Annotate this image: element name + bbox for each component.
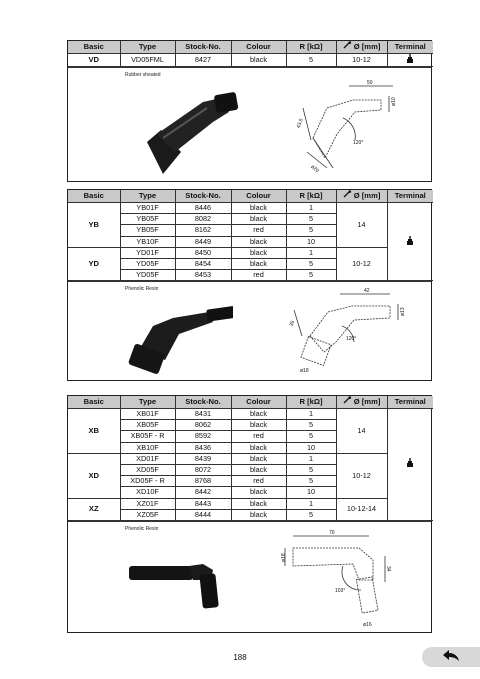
colour-cell: black (231, 487, 286, 498)
product-block-xb-xd-xz (67, 395, 432, 633)
col-stock: Stock-No. (175, 41, 231, 54)
diameter-cell: 14 (336, 203, 387, 248)
type-cell: YD05F (120, 259, 175, 270)
resistance-cell: 5 (286, 259, 336, 270)
stock-cell: 8768 (175, 476, 231, 487)
colour-cell: black (231, 453, 286, 464)
colour-cell: black (231, 465, 286, 476)
spark-plug-cap-photo (123, 294, 233, 374)
col-resistance: R [kΩ] (286, 41, 336, 54)
resistance-cell: 5 (286, 54, 336, 67)
col-type: Type (120, 396, 175, 409)
type-cell: YB05F (120, 225, 175, 236)
product-illustration-xb-xd-xz (68, 521, 431, 630)
colour-cell: black (231, 259, 286, 270)
type-cell: XB10F (120, 442, 175, 453)
col-diameter: Ø [mm] (336, 396, 387, 409)
stock-cell: 8162 (175, 225, 231, 236)
stock-cell: 8453 (175, 270, 231, 281)
resistance-cell: 5 (286, 509, 336, 520)
product-block-yb-yd (67, 189, 432, 381)
colour-cell: black (231, 247, 286, 258)
dim-b: ø18 (281, 553, 287, 563)
resistance-cell: 10 (286, 442, 336, 453)
basic-cell: XZ (68, 498, 120, 520)
terminal-cell (387, 203, 433, 281)
dim-e: ø10 (391, 97, 397, 107)
colour-cell: black (231, 236, 286, 247)
product-illustration-vd (68, 67, 431, 186)
wrench-icon (343, 190, 352, 202)
type-cell: XB01F (120, 409, 175, 420)
colour-cell: black (231, 203, 286, 214)
stock-cell: 8446 (175, 203, 231, 214)
resistance-cell: 1 (286, 203, 336, 214)
basic-cell: YB (68, 203, 120, 248)
stock-cell: 8449 (175, 236, 231, 247)
spark-plug-cap-photo (123, 82, 243, 182)
dim-b: 35 (288, 320, 297, 328)
resistance-cell: 5 (286, 214, 336, 225)
dim-c: 120° (346, 336, 357, 343)
resistance-cell: 10 (286, 236, 336, 247)
stock-cell: 8592 (175, 431, 231, 442)
diameter-cell: 10-12 (336, 247, 387, 281)
spark-plug-cap-photo (123, 540, 233, 620)
table-row (68, 247, 433, 258)
page-number: 188 (233, 653, 247, 662)
col-colour: Colour (231, 396, 286, 409)
stock-cell: 8431 (175, 409, 231, 420)
dim-a: 50 (367, 80, 373, 87)
colour-cell: black (231, 409, 286, 420)
stock-cell: 8443 (175, 498, 231, 509)
colour-cell: black (231, 442, 286, 453)
col-basic: Basic (68, 41, 120, 54)
stock-cell: 8454 (175, 259, 231, 270)
dim-d: 103° (335, 588, 346, 595)
table-row (68, 453, 433, 464)
col-resistance: R [kΩ] (286, 396, 336, 409)
stock-cell: 8444 (175, 509, 231, 520)
col-resistance: R [kΩ] (286, 190, 336, 203)
stock-cell: 8450 (175, 247, 231, 258)
stock-cell: 8436 (175, 442, 231, 453)
type-cell: YB01F (120, 203, 175, 214)
colour-cell: red (231, 225, 286, 236)
colour-cell: black (231, 420, 286, 431)
stock-cell: 8062 (175, 420, 231, 431)
spec-table-vd (68, 41, 433, 67)
col-terminal: Terminal (387, 190, 433, 203)
table-row (68, 203, 433, 214)
dim-a: 42 (364, 288, 370, 295)
terminal-icon (407, 54, 413, 66)
col-diameter: Ø [mm] (336, 190, 387, 203)
table-row (68, 54, 433, 67)
basic-cell: XB (68, 409, 120, 454)
resistance-cell: 5 (286, 270, 336, 281)
wrench-icon (343, 396, 352, 408)
resistance-cell: 5 (286, 431, 336, 442)
table-header (68, 41, 433, 54)
dimension-drawing-xb-xd-xz (273, 526, 403, 630)
col-stock: Stock-No. (175, 190, 231, 203)
dim-c: 34 (385, 566, 391, 572)
col-stock: Stock-No. (175, 396, 231, 409)
back-arrow-icon (442, 648, 460, 666)
table-row (68, 498, 433, 509)
dim-a: 70 (329, 530, 335, 537)
col-terminal: Terminal (387, 396, 433, 409)
col-basic: Basic (68, 396, 120, 409)
resistance-cell: 5 (286, 420, 336, 431)
diameter-cell: 10-12 (336, 453, 387, 498)
colour-cell: black (231, 54, 286, 67)
dim-d: ø20 (309, 164, 320, 175)
spec-table-yb-yd (68, 190, 433, 281)
table-header (68, 190, 433, 203)
colour-cell: black (231, 214, 286, 225)
type-cell: YD01F (120, 247, 175, 258)
colour-cell: red (231, 431, 286, 442)
diameter-cell: 14 (336, 409, 387, 454)
basic-cell: XD (68, 453, 120, 498)
resistance-cell: 10 (286, 487, 336, 498)
resistance-cell: 5 (286, 465, 336, 476)
product-illustration-yb-yd (68, 281, 431, 380)
stock-cell: 8442 (175, 487, 231, 498)
type-cell: XD01F (120, 453, 175, 464)
basic-cell: VD (68, 54, 120, 67)
diameter-cell: 10-12 (336, 54, 387, 67)
stock-cell: 8082 (175, 214, 231, 225)
colour-cell: black (231, 509, 286, 520)
material-note: Rubber sheated (125, 72, 161, 79)
stock-cell: 8439 (175, 453, 231, 464)
terminal-cell (387, 409, 433, 521)
dim-e: ø16 (363, 622, 372, 629)
terminal-cell (387, 54, 433, 67)
diameter-cell: 10-12-14 (336, 498, 387, 520)
type-cell: YB10F (120, 236, 175, 247)
dim-c: 120° (353, 140, 364, 147)
colour-cell: black (231, 498, 286, 509)
stock-cell: 8072 (175, 465, 231, 476)
col-basic: Basic (68, 190, 120, 203)
spec-table-xb-xd-xz (68, 396, 433, 521)
resistance-cell: 5 (286, 476, 336, 487)
col-colour: Colour (231, 190, 286, 203)
table-row (68, 409, 433, 420)
type-cell: YB05F (120, 214, 175, 225)
dimension-drawing-yb-yd (280, 286, 420, 376)
material-note: Phenolic Resin (125, 526, 159, 533)
type-cell: XD05F - R (120, 476, 175, 487)
dim-d: ø18 (300, 368, 309, 375)
resistance-cell: 1 (286, 247, 336, 258)
table-header (68, 396, 433, 409)
terminal-icon (407, 236, 413, 248)
wrench-icon (343, 41, 352, 53)
type-cell: VD05FML (120, 54, 175, 67)
resistance-cell: 5 (286, 225, 336, 236)
type-cell: XB05F - R (120, 431, 175, 442)
resistance-cell: 1 (286, 409, 336, 420)
type-cell: YD05F (120, 270, 175, 281)
col-diameter: Ø [mm] (336, 41, 387, 54)
basic-cell: YD (68, 247, 120, 281)
type-cell: XD10F (120, 487, 175, 498)
back-button[interactable] (422, 647, 480, 667)
col-colour: Colour (231, 41, 286, 54)
product-block-vd (67, 40, 432, 182)
col-terminal: Terminal (387, 41, 433, 54)
resistance-cell: 1 (286, 498, 336, 509)
dimension-drawing-vd (293, 78, 413, 178)
resistance-cell: 1 (286, 453, 336, 464)
col-type: Type (120, 41, 175, 54)
colour-cell: red (231, 476, 286, 487)
type-cell: XZ01F (120, 498, 175, 509)
type-cell: XB05F (120, 420, 175, 431)
material-note: Phenolic Resin (125, 286, 159, 293)
type-cell: XZ05F (120, 509, 175, 520)
stock-cell: 8427 (175, 54, 231, 67)
dim-b: 43,5 (295, 118, 305, 130)
colour-cell: red (231, 270, 286, 281)
dim-e: ø13 (400, 307, 406, 317)
col-type: Type (120, 190, 175, 203)
type-cell: XD05F (120, 465, 175, 476)
terminal-icon (407, 458, 413, 470)
